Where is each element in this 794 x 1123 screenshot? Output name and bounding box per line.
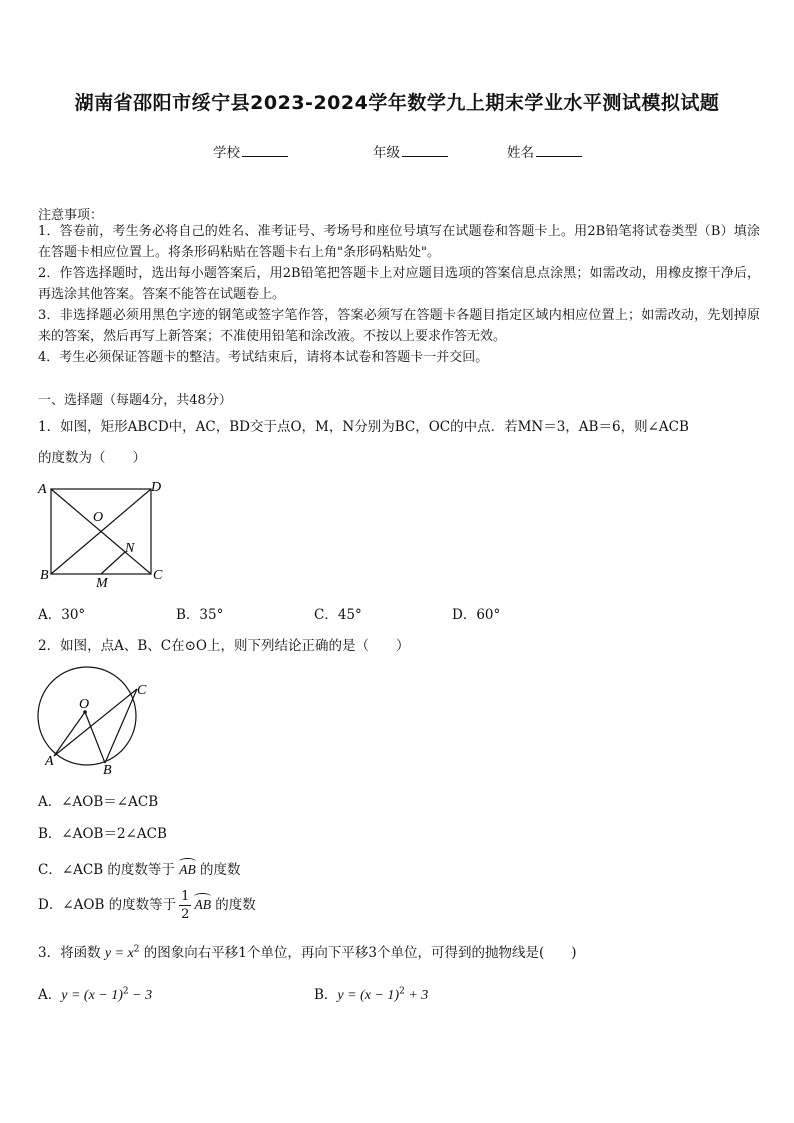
q2-option-c [38,858,241,878]
fig-label-n: N [125,541,135,556]
q2-option-b: B．∠AOB＝2∠ACB [38,826,167,842]
q3-function: y = x [104,946,134,961]
q1-option-d: D．60° [452,607,501,623]
arc-ab: AB [194,897,211,912]
fraction-denominator: 2 [181,907,190,922]
name-label: 姓名 [507,145,534,161]
q1-stem-cont: 的度数为（ ） [38,450,146,466]
q3-option-a-label: A． [38,987,62,1003]
notice-heading: 注意事项： [38,208,104,223]
fig-label-d: D [151,480,162,495]
name-field [507,141,582,161]
q2-option-d-text: D．∠AOB 的度数等于 [38,897,177,913]
q3-stem [38,941,577,962]
q2-option-d [38,890,256,921]
q3-stem-pre: 3．将函数 [38,945,101,961]
arc-ab: AB [179,862,196,877]
fig-label-o: O [93,510,104,525]
notice-item: 4．考生必须保证答题卡的整洁。考试结束后，请将本试卷和答题卡一并交回。 [38,350,489,365]
circle-figure [32,662,162,780]
name-blank [536,143,582,157]
notice-item: 3．非选择题必须用黑色字迹的钢笔或签字笔作答，答案必须写在答题卡各题目指定区域内相应位置上；如需改动，先划掉原来的答案，然后再写上新答案；不准使用铅笔和涂改液。不按以上要求作答无效。 [38,308,760,344]
q2-stem: 2．如图，点A、B、C在⊙O上，则下列结论正确的是（ ） [38,638,410,654]
grade-blank [402,143,448,157]
q1-option-b: B．35° [176,607,224,623]
q2-option-d-tail: 的度数 [215,897,256,913]
q3-option-a-func: y = (x − 1) [61,988,123,1003]
fraction-half [179,890,191,921]
section-heading: 一、选择题（每题4分，共48分） [38,393,232,408]
q3-option-b-exp: 2 [399,986,405,997]
school-blank [242,143,288,157]
fig-label-c: C [137,683,147,698]
notice-item: 1．答卷前，考生务必将自己的姓名、准考证号、考场号和座位号填写在试题卷和答题卡上。用2B铅笔将试卷类型（B）填涂在答题卡相应位置上。将条形码粘贴在答题卡右上角"条形码粘贴处"。 [38,224,760,260]
fig-label-b: B [103,763,112,778]
page-title: 湖南省邵阳市绥宁县2023-2024学年数学九上期末学业水平测试模拟试题 [74,92,720,114]
q3-exponent: 2 [133,944,140,955]
notice-item: 2．作答选择题时，选出每小题答案后，用2B铅笔把答题卡上对应题目选项的答案信息点涂黑；如需改动，用橡皮擦干净后，再选涂其他答案。答案不能答在试题卷上。 [38,266,760,302]
q3-option-b [314,983,428,1004]
q3-option-b-func: y = (x − 1) [337,988,400,1003]
q3-option-a-exp: 2 [122,986,129,997]
q1-stem: 1．如图，矩形ABCD中，AC，BD交于点O，M，N分别为BC，OC的中点．若MN＝3，AB＝6，则∠ACB [38,419,689,435]
q3-option-b-tail: + 3 [404,988,429,1003]
fig-label-m: M [96,576,108,588]
school-label: 学校 [213,145,240,161]
school-field [213,141,288,161]
grade-label: 年级 [373,145,400,161]
q1-option-c: C．45° [314,607,362,623]
grade-field [373,141,448,161]
q1-option-a: A．30° [38,607,86,623]
q3-option-a [38,983,152,1004]
fraction-numerator: 1 [181,889,190,904]
q3-option-b-label: B． [314,987,338,1003]
q2-option-c-tail: 的度数 [200,862,241,878]
fig-label-c: C [153,568,163,583]
fig-label-o: O [79,697,90,712]
rectangle-figure [36,476,168,588]
q3-stem-post: 的图象向右平移1个单位，再向下平移3个单位，可得到的抛物线是( ) [143,945,577,961]
q2-option-a: A．∠AOB＝∠ACB [38,794,159,810]
fig-label-b: B [40,568,49,583]
q2-option-c-text: C．∠ACB 的度数等于 [38,862,175,878]
fig-label-a: A [38,482,47,497]
fig-label-a: A [45,754,54,769]
q3-option-a-tail: − 3 [128,988,153,1003]
